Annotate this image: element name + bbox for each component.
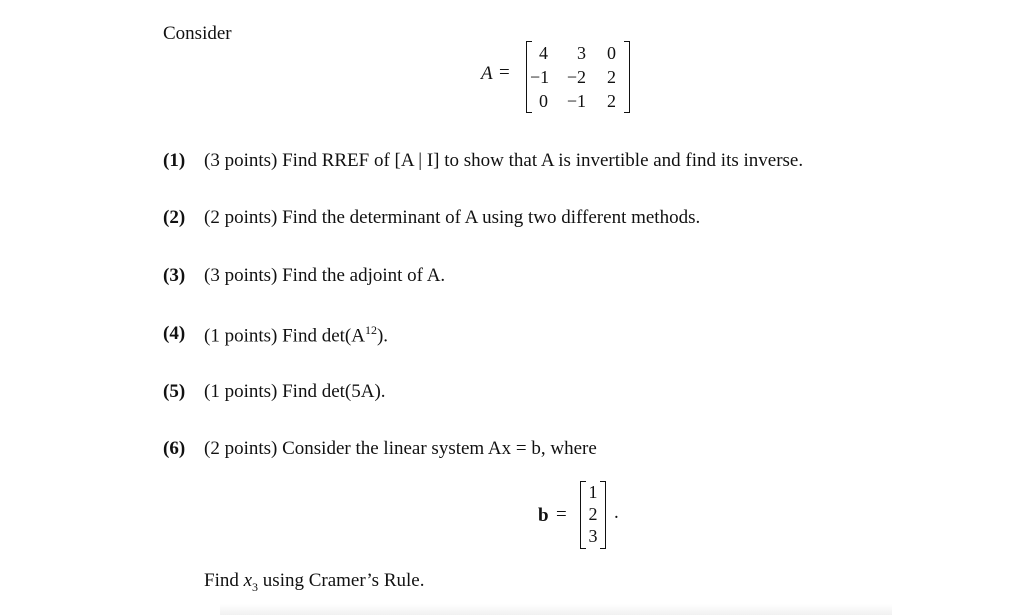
question-1-text: (3 points) Find RREF of [A | I] to show that A is invertible and find its inverse. [204, 150, 804, 171]
matrix-a-cell: 3 [577, 42, 586, 63]
question-3-number: (3) [163, 265, 186, 286]
final-instruction-before: Find [204, 570, 244, 591]
matrix-a-right-bracket [624, 41, 630, 113]
variable-subscript: 3 [252, 579, 259, 594]
vector-b [584, 481, 602, 547]
matrix-a-equals: = [499, 62, 510, 83]
matrix-a-label: A [481, 63, 493, 84]
matrix-a-cell: 0 [607, 42, 616, 63]
final-instruction [204, 570, 424, 595]
matrix-a-cell: −2 [566, 66, 586, 87]
question-3-text: (3 points) Find the adjoint of A. [204, 265, 446, 286]
question-4-text-before: (1 points) Find det(A [204, 325, 365, 347]
question-4-number: (4) [163, 323, 186, 344]
question-4-text-after: ). [376, 325, 389, 347]
vector-b-cell: 3 [588, 525, 598, 546]
question-4-text [204, 323, 388, 347]
matrix-a-cell: −1 [566, 90, 586, 111]
matrix-a-cell: 0 [539, 90, 548, 111]
final-instruction-after: using Cramer’s Rule. [258, 570, 425, 591]
vector-b-label: b [538, 505, 549, 526]
question-2-text: (2 points) Find the determinant of A using two different methods. [204, 207, 701, 228]
vector-b-cell: 2 [588, 503, 598, 524]
question-2-number: (2) [163, 207, 186, 228]
variable-x: x [243, 570, 253, 591]
page-edge-shadow [220, 604, 892, 615]
vector-b-equals: = [556, 504, 567, 525]
intro-text: Consider [163, 23, 232, 44]
matrix-a-cell: 2 [607, 66, 616, 87]
matrix-a-cell: 2 [607, 90, 616, 111]
question-4-superscript: 12 [364, 323, 377, 337]
question-5-number: (5) [163, 381, 186, 402]
vector-b-cell: 1 [588, 481, 598, 502]
question-6-text: (2 points) Consider the linear system Ax = b, where [204, 438, 597, 459]
question-1-number: (1) [163, 150, 186, 171]
matrix-a-cell: −1 [530, 66, 550, 87]
matrix-a-cell: 4 [539, 42, 548, 63]
question-5-text: (1 points) Find det(5A). [204, 381, 386, 402]
question-6-number: (6) [163, 438, 186, 459]
vector-b-period: . [614, 502, 619, 523]
matrix-a [530, 41, 620, 113]
